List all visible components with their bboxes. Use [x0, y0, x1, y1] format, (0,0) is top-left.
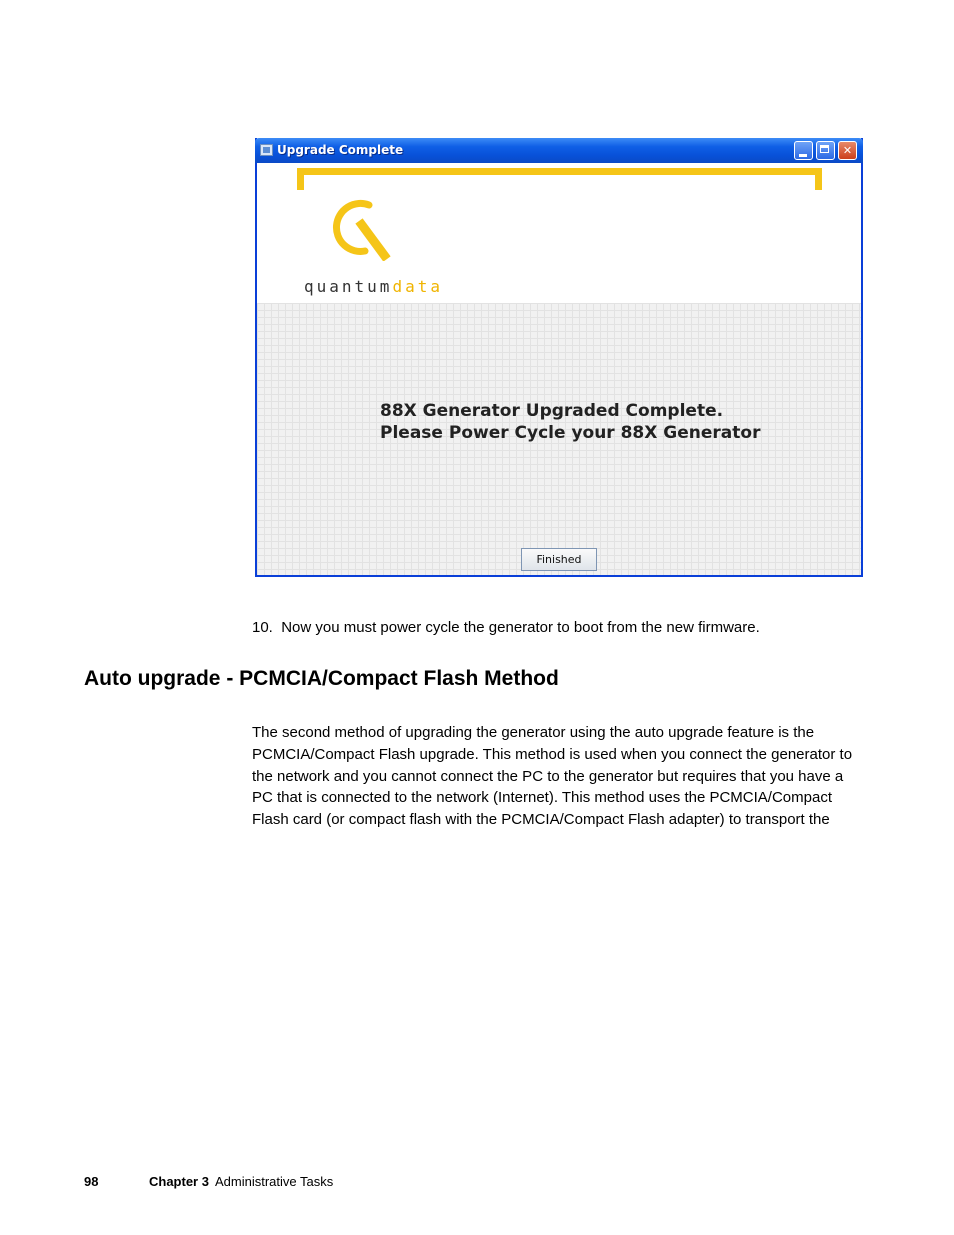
upgrade-message	[380, 400, 760, 444]
logo-wordmark: quantumdata	[304, 277, 443, 296]
body-line: Flash card (or compact flash with the PCMCIA/Compact Flash adapter) to transport the	[252, 811, 830, 829]
minimize-icon[interactable]	[794, 141, 813, 160]
section-body	[252, 722, 872, 831]
section-heading: Auto upgrade - PCMCIA/Compact Flash Method	[84, 667, 559, 690]
message-line-1: 88X Generator Upgraded Complete.	[380, 401, 724, 421]
step-number: 10.	[252, 619, 273, 636]
dialog-client-area	[257, 163, 861, 575]
window-title: Upgrade Complete	[277, 143, 404, 157]
body-line: the network and you cannot connect the PC to the generator but requires that you have a	[252, 767, 844, 785]
body-line: PCMCIA/Compact Flash upgrade. This method is used when you connect the generator to	[252, 745, 853, 763]
step-10	[252, 619, 760, 636]
finished-button[interactable]: Finished	[521, 548, 597, 571]
step-text: Now you must power cycle the generator to boot from the new firmware.	[281, 619, 760, 636]
body-line: PC that is connected to the network (Internet). This method uses the PCMCIA/Compact	[252, 789, 832, 807]
quantumdata-logo-icon	[325, 191, 405, 261]
maximize-icon[interactable]	[816, 141, 835, 160]
window-titlebar[interactable]	[255, 138, 863, 163]
chapter-label: Chapter 3	[149, 1174, 209, 1189]
running-footer	[149, 1174, 333, 1189]
body-line: The second method of upgrading the generator using the auto upgrade feature is the	[252, 724, 815, 741]
brand-bar	[297, 168, 822, 190]
page-number: 98	[84, 1174, 99, 1189]
message-line-2: Please Power Cycle your 88X Generator	[380, 423, 761, 443]
logo-header	[257, 163, 861, 303]
app-icon	[260, 144, 273, 156]
message-panel	[257, 303, 861, 575]
chapter-title: Administrative Tasks	[214, 1174, 334, 1189]
close-icon[interactable]: ✕	[838, 141, 857, 160]
upgrade-complete-window	[255, 138, 863, 577]
